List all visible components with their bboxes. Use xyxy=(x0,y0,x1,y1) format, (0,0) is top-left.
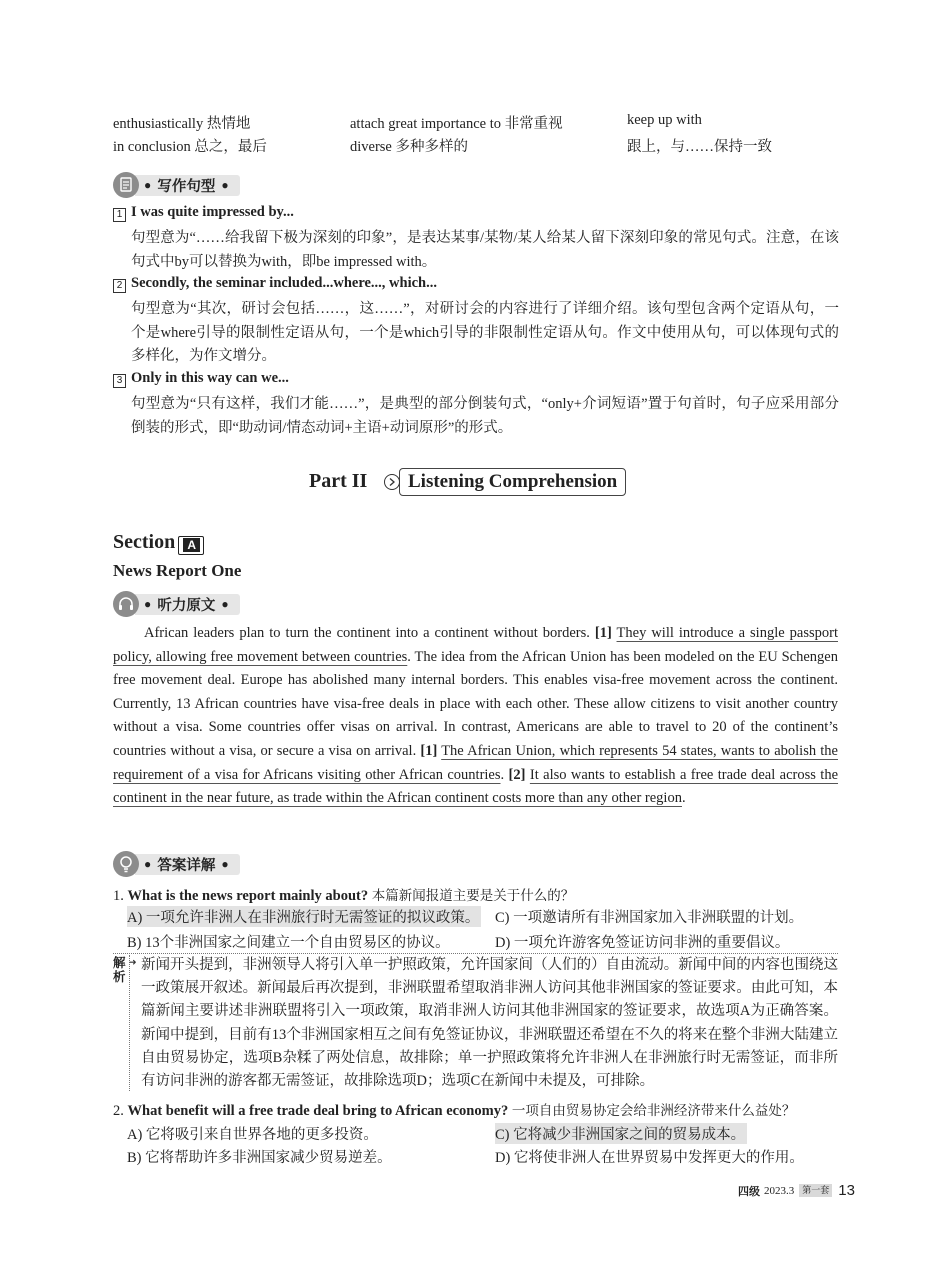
footer-set-badge: 第一套 xyxy=(799,1184,832,1197)
option-c-correct: C) 它将减少非洲国家之间的贸易成本。 xyxy=(495,1123,747,1144)
part-title-box xyxy=(384,468,626,496)
option-b: B) 13个非洲国家之间建立一个自由贸易区的协议。 xyxy=(127,935,450,951)
question-translation: 本篇新闻报道主要是关于什么的？ xyxy=(371,888,575,904)
option-c: C) 一项邀请所有非洲国家加入非洲联盟的计划。 xyxy=(495,910,804,926)
answer-section-header xyxy=(113,852,240,876)
option-a: A) 它将吸引来自世界各地的更多投资。 xyxy=(127,1127,378,1143)
question-text: What is the news report mainly about? xyxy=(127,888,369,904)
option-b: B) 它将帮助许多非洲国家减少贸易逆差。 xyxy=(127,1150,392,1166)
footer-date: 2023.3 xyxy=(764,1184,795,1197)
pattern-title: Secondly, the seminar included...where..., which... xyxy=(131,275,438,291)
question-marker: [1] xyxy=(420,742,438,759)
option-d: D) 它将使非洲人在世界贸易中发挥更大的作用。 xyxy=(495,1150,804,1166)
section-title: • 写作句型 • xyxy=(135,175,240,196)
option-d: D) 一项允许游客免签证访问非洲的重要倡议。 xyxy=(495,935,790,951)
vocab-item: enthusiastically 热情地 xyxy=(113,116,251,132)
question-number: 1. xyxy=(113,888,124,904)
page-number: 13 xyxy=(838,1182,855,1199)
key-sentence: It also wants to establish a free trade deal across the continent in the near future, as trade within the African continent costs more than any other region xyxy=(113,766,839,807)
pattern-title: Only in this way can we... xyxy=(131,370,289,386)
question xyxy=(113,1099,795,1120)
question-text: What benefit will a free trade deal bring to African economy? xyxy=(127,1103,509,1119)
section-letter: A xyxy=(183,538,200,552)
explanation: 新闻开头提到，非洲领导人将引入单一护照政策，允许国家间（人们的）自由流动。新闻中间的内容也围绕这一政策展开叙述。新闻最后再次提到，非洲联盟希望取消非洲人访问其他非洲国家的签证要求。由此可知，本篇新闻主要讲述非洲联盟将引入一项政策，取消非洲人访问其他非洲国家的签证要求，故选项A为正确答案。新闻中提到，目前有13个非洲国家相互之间有免签证协议，非洲联盟还希望在不久的将来在整个非洲大陆建立自由贸易协定，选项B杂糅了两处信息，故排除；单一护照政策将允许非洲人在非洲旅行时无需签证，而非所有访问非洲的游客都无需签证，故排除选项D；选项C在新闻中未提及，可排除。 xyxy=(141,957,838,1090)
transcript-text: . The idea from the African Union has been modeled on the EU Schengen free movement deal. Europe has abolished many internal borders. This enables visa-free movement across the continent. Currently, 13 African countries have visa-free deals in place with each other. These allow citizens to visit another country without a visa. Some countries offer visas on arrival. In contrast, Americans are able to travel to 20 of the continent’s countries without a visa, or secure a visa on arrival. xyxy=(113,648,838,759)
news-title: News Report One xyxy=(113,561,242,580)
pattern-description: 句型意为“……给我留下极为深刻的印象”，是表达某事/某物/某人给某人留下深刻印象的常见句式。注意，在该句式中by可以替换为with，即be impressed with。 xyxy=(131,230,839,270)
section-title: • 答案详解 • xyxy=(135,854,240,875)
section-heading xyxy=(113,531,205,554)
vocab-item: diverse 多种多样的 xyxy=(350,139,468,155)
part-title: Listening Comprehension xyxy=(399,468,626,496)
option-a-correct: A) 一项允许非洲人在非洲旅行时无需签证的拟议政策。 xyxy=(127,906,481,927)
footer-exam: 四级 xyxy=(738,1185,760,1198)
transcript-text: . xyxy=(500,766,509,783)
explanation-label: 解析 xyxy=(113,956,126,984)
pattern-number: 1 xyxy=(113,208,126,222)
pattern-number: 3 xyxy=(113,374,126,388)
vocab-item: attach great importance to 非常重视 xyxy=(350,116,563,132)
section-letter-badge xyxy=(177,532,205,554)
question-translation: 一项自由贸易协定会给非洲经济带来什么益处？ xyxy=(511,1103,796,1119)
key-sentence: The African Union, which represents 54 states, wants to abolish the requirement of a visa for Africans visiting other African countries xyxy=(113,742,838,783)
listening-transcript xyxy=(113,622,838,811)
question-number: 2. xyxy=(113,1103,124,1119)
pattern-description: 句型意为“其次，研讨会包括……，这……”，对研讨会的内容进行了详细介绍。该句型包含两个定语从句，一个是where引导的限制性定语从句，一个是which引导的非限制性定语从句。作文中使用从句，可以体现句式的多样化，为作文增分。 xyxy=(131,301,839,364)
section-title: • 听力原文 • xyxy=(135,594,240,615)
lightbulb-icon xyxy=(113,851,139,877)
explanation-bracket xyxy=(129,955,136,1091)
document-icon xyxy=(113,172,139,198)
question xyxy=(113,884,574,905)
pattern-description: 句型意为“只有这样，我们才能……”，是典型的部分倒装句式，“only+介词短语”置于句首时，句子应采用部分倒装的形式，即“助动词/情态动词+主语+动词原形”的形式。 xyxy=(131,396,839,436)
arrow-right-icon: ➜ xyxy=(129,957,137,967)
vocab-item: in conclusion 总之，最后 xyxy=(113,139,267,155)
transcript-text: . xyxy=(681,790,686,807)
listening-section-header xyxy=(113,592,240,616)
vocab-item: keep up with xyxy=(627,112,702,128)
page-footer xyxy=(738,1182,855,1199)
pattern-title: I was quite impressed by... xyxy=(131,204,294,220)
key-sentence: They will introduce a single passport policy, allowing free movement between countries xyxy=(113,625,838,665)
question-marker: [1] xyxy=(594,625,612,641)
headphones-icon xyxy=(113,591,139,617)
part-label: Part II xyxy=(309,470,368,492)
transcript-text: African leaders plan to turn the continent into a continent without borders. xyxy=(144,625,595,641)
section-label: Section xyxy=(113,531,176,553)
vocab-item: 跟上，与……保持一致 xyxy=(627,139,772,155)
chevron-right-icon xyxy=(384,474,400,490)
writing-section-header xyxy=(113,173,240,197)
question-marker: [2] xyxy=(508,766,526,783)
pattern-number: 2 xyxy=(113,279,126,293)
